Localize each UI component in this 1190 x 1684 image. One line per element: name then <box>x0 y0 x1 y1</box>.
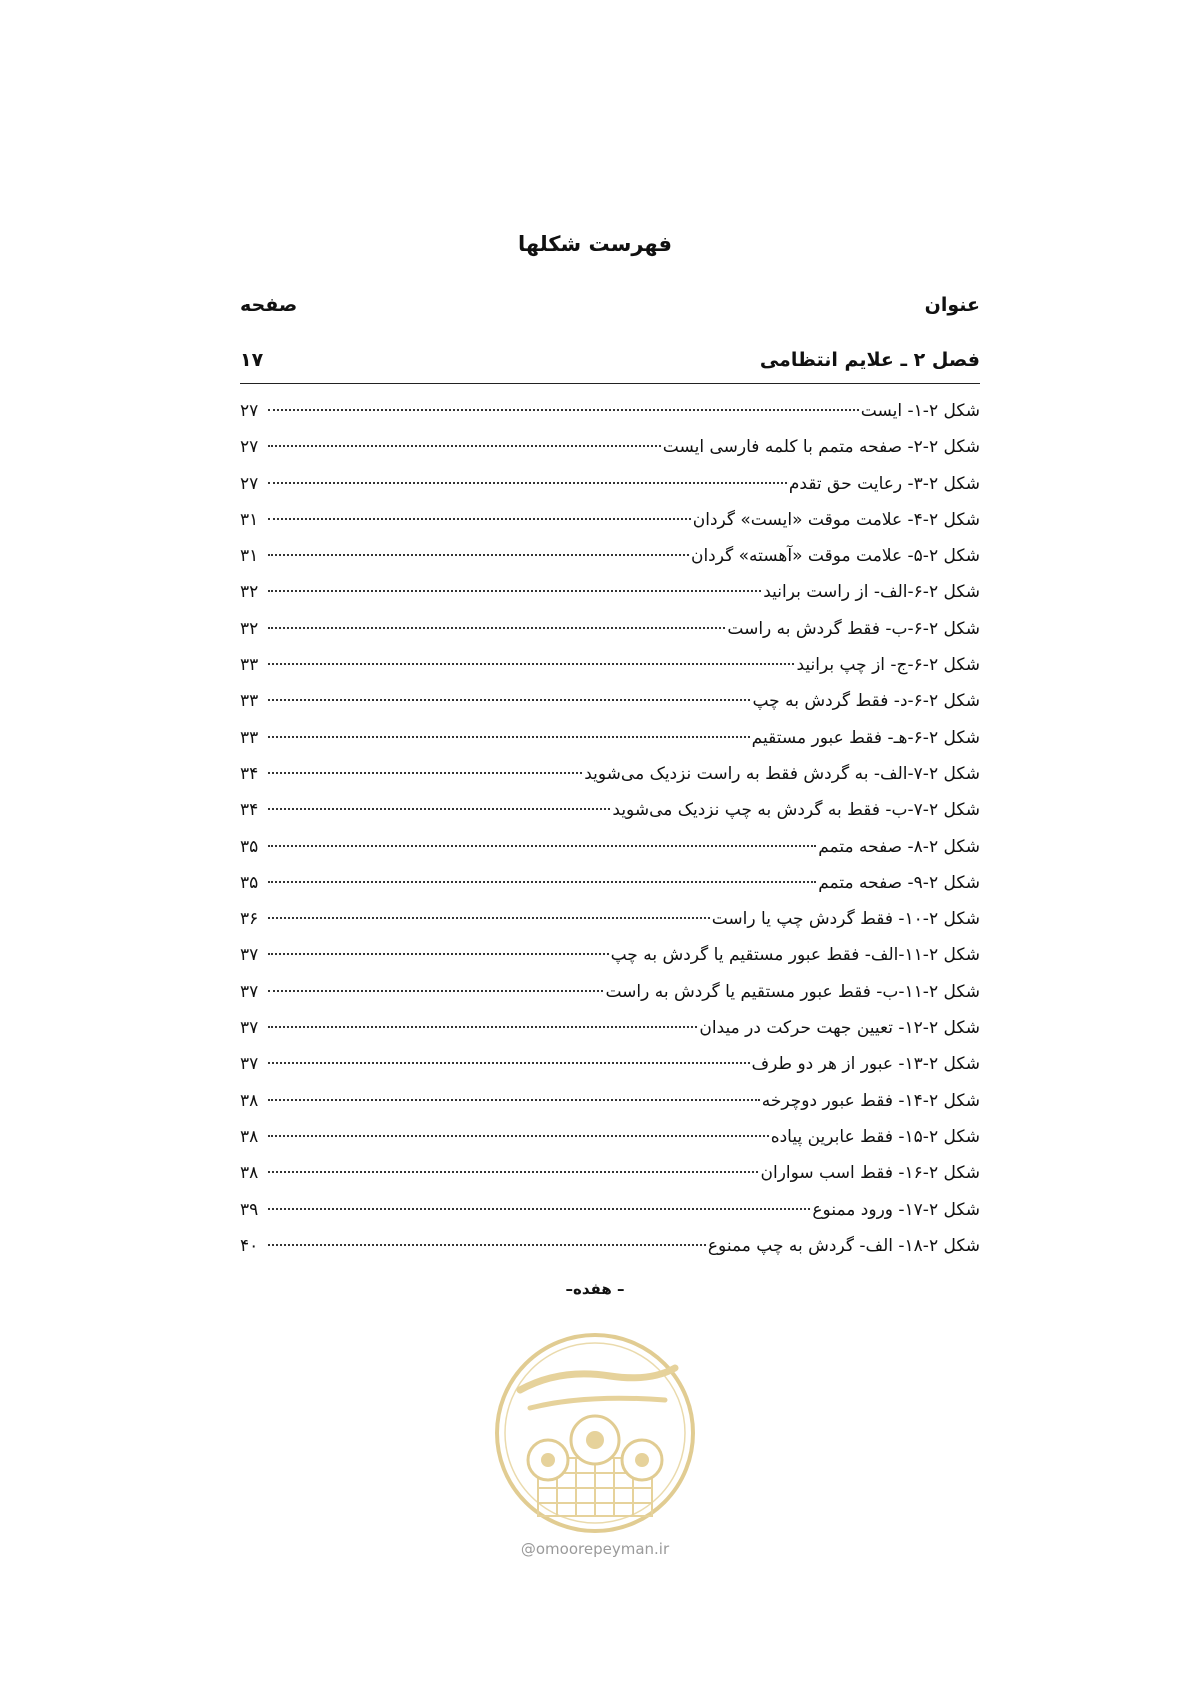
watermark-at-icon: @ <box>520 1540 536 1558</box>
toc-entry[interactable] <box>240 574 980 610</box>
entry-page: ۳۸ <box>240 1163 259 1184</box>
entry-page: ۳۷ <box>240 1018 259 1039</box>
toc-entry[interactable] <box>240 429 980 465</box>
entry-page: ۳۲ <box>240 582 259 603</box>
toc-entry[interactable] <box>240 502 980 538</box>
toc-entry[interactable] <box>240 393 980 429</box>
toc-entry[interactable] <box>240 611 980 647</box>
entry-page: ۳۴ <box>240 763 259 784</box>
toc-entry[interactable] <box>240 901 980 937</box>
toc-entry[interactable] <box>240 829 980 865</box>
watermark-seal-icon <box>490 1328 700 1538</box>
entry-page: ۳۸ <box>240 1090 259 1111</box>
entry-label: شکل ۲-۱۱-ب- فقط عبور مستقیم یا گردش به راست <box>605 981 980 1002</box>
entry-label: شکل ۲-۴- علامت موقت «ایست» گردان <box>692 509 980 530</box>
toc-entry[interactable] <box>240 1083 980 1119</box>
dot-leader <box>268 1062 750 1064</box>
dot-leader <box>268 808 610 810</box>
entry-label: شکل ۲-۱۰- فقط گردش چپ یا راست <box>711 909 980 930</box>
dot-leader <box>268 1244 706 1246</box>
dot-leader <box>268 881 816 883</box>
entry-page: ۲۷ <box>240 437 259 458</box>
entry-page: ۳۷ <box>240 945 259 966</box>
entry-label: شکل ۲-۱۵- فقط عابرین پیاده <box>770 1126 980 1147</box>
entry-label: شکل ۲-۱۴- فقط عبور دوچرخه <box>761 1090 980 1111</box>
toc-entry[interactable] <box>240 1155 980 1191</box>
entry-label: شکل ۲-۷-الف- به گردش فقط به راست نزدیک می‌شوید <box>584 763 980 784</box>
dot-leader <box>268 445 661 447</box>
entry-label: شکل ۲-۶-الف- از راست برانید <box>763 582 980 603</box>
entry-label: شکل ۲-۵- علامت موقت «آهسته» گردان <box>690 546 980 567</box>
entry-page: ۲۷ <box>240 401 259 421</box>
toc-entry[interactable] <box>240 937 980 973</box>
page-number-footer: – هفده– <box>565 1280 625 1298</box>
entry-page: ۳۳ <box>240 655 259 676</box>
entry-page: ۳۶ <box>240 909 259 930</box>
entry-page: ۳۳ <box>240 727 259 748</box>
entry-page: ۴۰ <box>240 1235 259 1256</box>
entry-page: ۳۷ <box>240 1054 259 1075</box>
entry-label: شکل ۲-۶-هـ- فقط عبور مستقیم <box>751 727 980 748</box>
chapter-heading <box>240 349 980 384</box>
figure-list <box>240 393 980 1264</box>
entry-label: شکل ۲-۱۱-الف- فقط عبور مستقیم یا گردش به چپ <box>610 945 980 966</box>
dot-leader <box>268 409 859 411</box>
dot-leader <box>268 990 603 992</box>
chapter-title: فصل ۲ ـ علایم انتظامی <box>759 349 980 371</box>
title-column-header: عنوان <box>924 294 980 316</box>
toc-entry[interactable] <box>240 1046 980 1082</box>
entry-page: ۳۲ <box>240 618 259 639</box>
entry-label: شکل ۲-۶-ج- از چپ برانید <box>796 655 980 676</box>
dot-leader <box>268 1135 769 1137</box>
entry-label: شکل ۲-۱- ایست <box>860 401 980 421</box>
toc-entry[interactable] <box>240 792 980 828</box>
dot-leader <box>268 699 750 701</box>
watermark-url: @omoorepeyman.ir <box>520 1540 670 1558</box>
toc-entry[interactable] <box>240 1192 980 1228</box>
entry-page: ۲۷ <box>240 473 259 494</box>
page-column-header: صفحه <box>240 294 298 316</box>
dot-leader <box>268 627 725 629</box>
dot-leader <box>268 663 794 665</box>
toc-entry[interactable] <box>240 865 980 901</box>
entry-label: شکل ۲-۹- صفحه متمم <box>818 872 980 893</box>
toc-entry[interactable] <box>240 1010 980 1046</box>
entry-label: شکل ۲-۱۸- الف- گردش به چپ ممنوع <box>707 1235 980 1256</box>
toc-entry[interactable] <box>240 720 980 756</box>
dot-leader <box>268 1026 697 1028</box>
dot-leader <box>268 917 710 919</box>
column-headers <box>240 294 980 324</box>
entry-page: ۳۵ <box>240 872 259 893</box>
entry-page: ۳۳ <box>240 691 259 712</box>
dot-leader <box>268 1171 758 1173</box>
toc-entry[interactable] <box>240 756 980 792</box>
toc-entry[interactable] <box>240 647 980 683</box>
dot-leader <box>268 736 750 738</box>
entry-label: شکل ۲-۱۷- ورود ممنوع <box>812 1199 980 1220</box>
entry-page: ۳۷ <box>240 981 259 1002</box>
entry-label: شکل ۲-۲- صفحه متمم با کلمه فارسی ایست <box>662 437 980 458</box>
dot-leader <box>268 482 787 484</box>
toc-entry[interactable] <box>240 1228 980 1264</box>
entry-page: ۳۱ <box>240 509 259 530</box>
entry-label: شکل ۲-۸- صفحه متمم <box>818 836 980 857</box>
entry-page: ۳۸ <box>240 1126 259 1147</box>
entry-label: شکل ۲-۳- رعایت حق تقدم <box>788 473 980 494</box>
dot-leader <box>268 1099 760 1101</box>
toc-entry[interactable] <box>240 974 980 1010</box>
entry-page: ۳۹ <box>240 1199 259 1220</box>
entry-label: شکل ۲-۶-د- فقط گردش به چپ <box>752 691 980 712</box>
dot-leader <box>268 953 609 955</box>
entry-page: ۳۵ <box>240 836 259 857</box>
toc-entry[interactable] <box>240 683 980 719</box>
entry-page: ۳۴ <box>240 800 259 821</box>
dot-leader <box>268 845 816 847</box>
chapter-page: ۱۷ <box>240 349 264 371</box>
entry-label: شکل ۲-۷-ب- فقط به گردش به چپ نزدیک می‌شوید <box>612 800 980 821</box>
entry-label: شکل ۲-۶-ب- فقط گردش به راست <box>727 618 980 639</box>
dot-leader <box>268 554 689 556</box>
dot-leader <box>268 518 691 520</box>
dot-leader <box>268 1208 810 1210</box>
toc-entry[interactable] <box>240 466 980 502</box>
toc-entry[interactable] <box>240 1119 980 1155</box>
toc-entry[interactable] <box>240 538 980 574</box>
entry-label: شکل ۲-۱۶- فقط اسب سواران <box>760 1163 980 1184</box>
entry-page: ۳۱ <box>240 546 259 567</box>
entry-label: شکل ۲-۱۳- عبور از هر دو طرف <box>751 1054 980 1075</box>
dot-leader <box>268 590 761 592</box>
dot-leader <box>268 772 582 774</box>
page-title: فهرست شکلها <box>517 232 673 256</box>
entry-label: شکل ۲-۱۲- تعیین جهت حرکت در میدان <box>699 1018 980 1039</box>
